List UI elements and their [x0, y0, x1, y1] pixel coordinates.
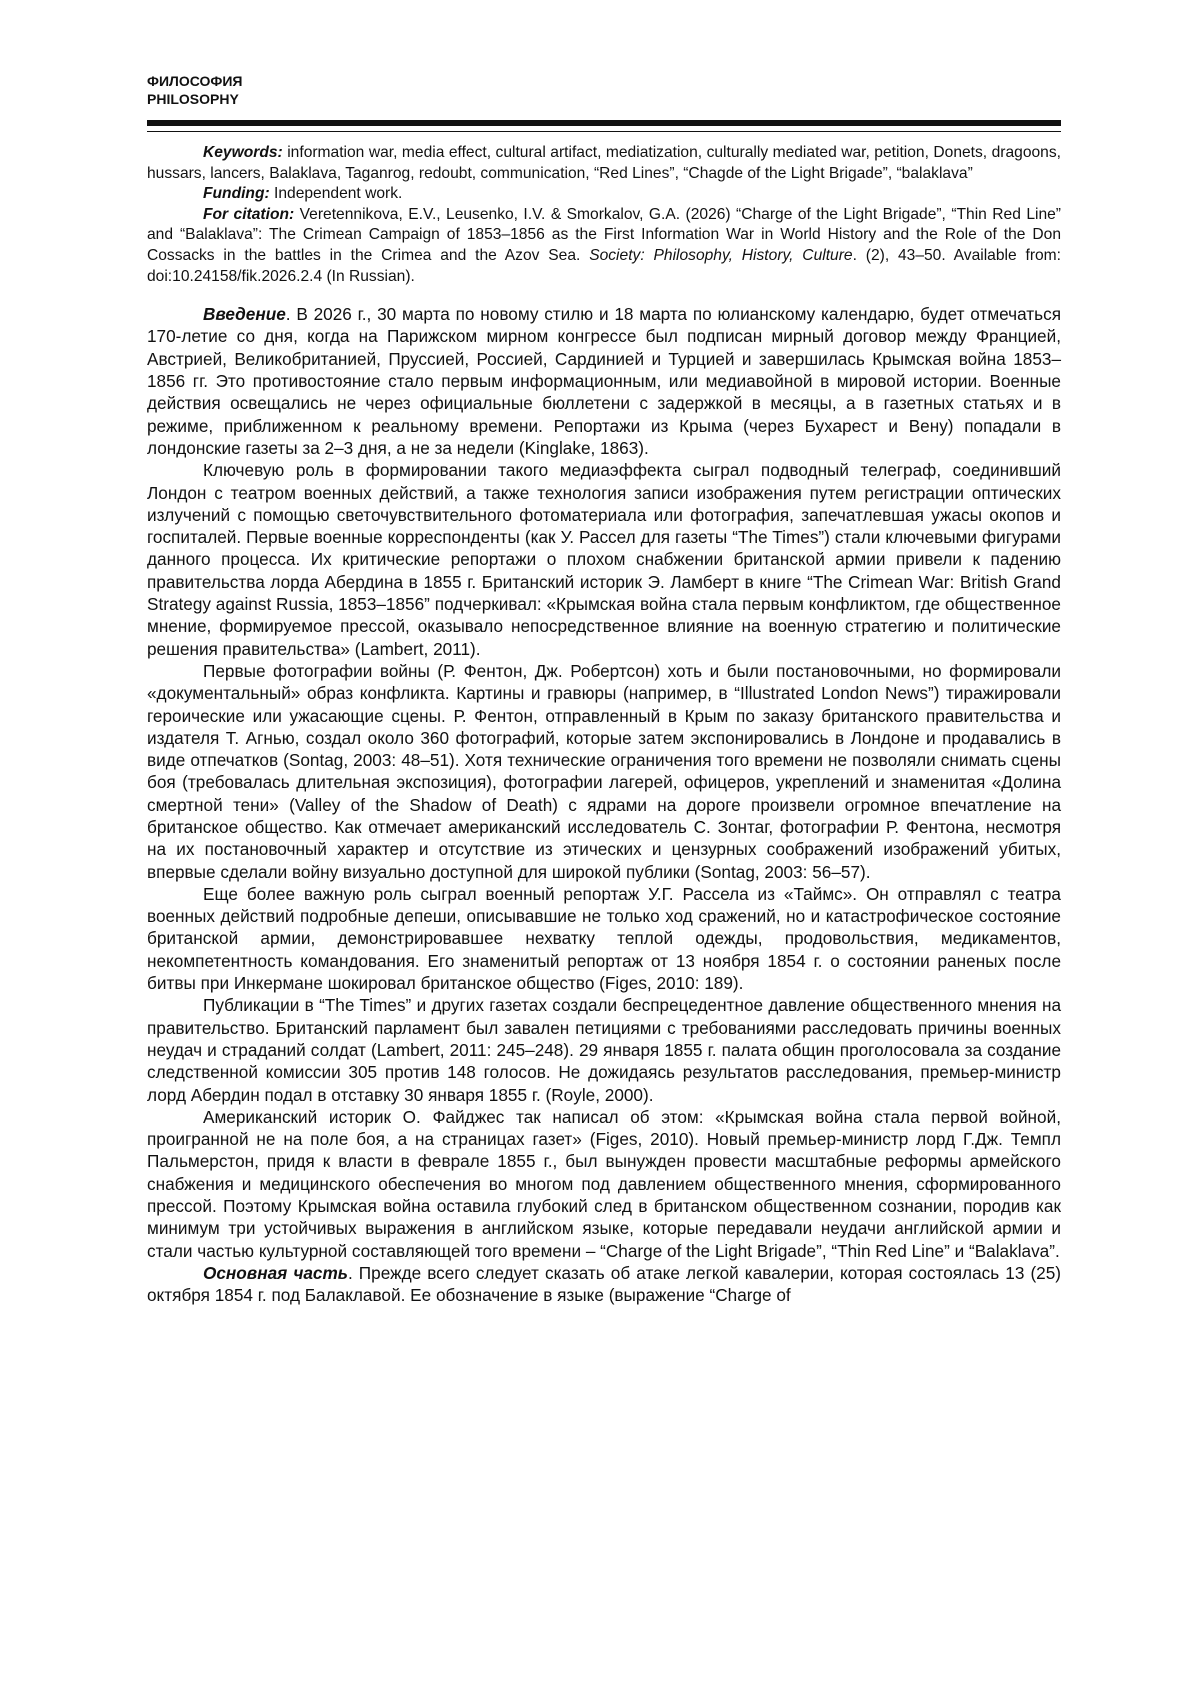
article-metadata [147, 143, 1061, 287]
citation-tail: . (2), 43–50. Available from: doi:10.24158/fik.2026.2.4 (In Russian). [147, 246, 1062, 285]
paragraph-6: Американский историк О. Файджес так написал об этом: «Крымская война стала первой войной, проигранной не на поле боя, а на страницах газет» (Figes, 2010). Новый премьер-министр лорд Г.Дж. Темпл Пальмерстон, придя к власти в феврале 1855 г., был вынужден провести масштабные реформы армейского снабжения и медицинского обеспечения во многом под давлением общественного мнения, сформированного прессой. Поэтому Крымская война оставила глубокий след в британском общественном сознании, породив как минимум три устойчивых выражения в английском языке, которые передавали неудачи английской армии и стали частью культурной составляющей того времени – “Charge of the Light Brigade”, “Thin Red Line” и “Balaklava”. [147, 1106, 1061, 1261]
section-title-ru: ФИЛОСОФИЯ [147, 73, 243, 89]
keywords-paragraph [147, 143, 1061, 184]
paragraph-2: Ключевую роль в формировании такого медиаэффекта сыграл подводный телеграф, соединивший Лондон с театром военных действий, а также технология записи изображения путем регистрации оптических излучений с помощью светочувствительного фотоматериала или фотография, запечатлевшая ужасы окопов и госпиталей. Первые военные корреспонденты (как У. Рассел для газеты “The Times”) стали ключевыми фигурами данного процесса. Их критические репортажи о плохом снабжении британской армии привели к падению правительства лорда Абердина в 1855 г. Британский историк Э. Ламберт в книге “The Crimean War: British Grand Strategy against Russia, 1853–1856” подчеркивал: «Крымская война стала первым конфликтом, где общественное мнение, формируемое прессой, оказывало непосредственное влияние на военную стратегию и политические решения правительства» (Lambert, 2011). [147, 460, 1061, 659]
page-content [147, 143, 1061, 1307]
citation-label: For citation: [203, 205, 295, 223]
main-label: Основная часть [203, 1262, 348, 1283]
citation-paragraph [147, 205, 1061, 287]
paragraph-5: Публикации в “The Times” и других газетах создали беспрецедентное давление общественного мнения на правительство. Британский парламент был завален петициями с требованиями расследовать причины военных неудач и страданий солдат (Lambert, 2011: 245–248). 29 января 1855 г. палата общин проголосовала за создание следственной комиссии 305 против 148 голосов. Не дожидаясь результатов расследования, премьер-министр лорд Абердин подал в отставку 30 января 1855 г. (Royle, 2000). [147, 995, 1061, 1105]
citation-text: Veretennikova, E.V., Leusenko, I.V. & Smorkalov, G.A. (2026) “Charge of the Light Brigade”, “Thin Red Line” and “Balaklava”: The Crimean Campaign of 1853–1856 as the First Information War in World History and the Role of the Don Cossacks in the battles in the Crimea and the Azov Sea. [147, 205, 1061, 264]
funding-paragraph [147, 184, 1061, 205]
paragraph-3: Первые фотографии войны (Р. Фентон, Дж. Робертсон) хоть и были постановочными, но формировали «документальный» образ конфликта. Картины и гравюры (например, в “Illustrated London News”) тиражировали героические или ужасающие сцены. Р. Фентон, отправленный в Крым по заказу британского правительства и издателя Т. Агнью, создал около 360 фотографий, которые затем экспонировались в Лондоне и продавались в виде отпечатков (Sontag, 2003: 48–51). Хотя технические ограничения того времени не позволяли снимать сцены боя (требовалась длительная экспозиция), фотографии лагерей, офицеров, укреплений и знаменитая «Долина смертной тени» (Valley of the Shadow of Death) с ядрами на дороге произвели огромное впечатление на британское общество. Как отмечает американский исследователь С. Зонтаг, фотографии Р. Фентона, несмотря на их постановочный характер и отсутствие из этических и цензурных соображений изображений убитых, впервые сделали войну визуально доступной для широкой публики (Sontag, 2003: 56–57). [147, 660, 1061, 882]
section-title-en: PHILOSOPHY [147, 91, 239, 107]
header-rule-thin [147, 131, 1061, 132]
intro-label: Введение [203, 304, 286, 325]
paragraph-intro [147, 303, 1061, 459]
header-rule-thick [147, 120, 1061, 126]
paragraph-main [147, 1262, 1061, 1307]
funding-label: Funding: [203, 185, 270, 203]
article-body [147, 303, 1061, 1306]
citation-journal: Society: Philosophy, History, Culture [589, 246, 853, 264]
keywords-label: Keywords: [203, 144, 283, 161]
funding-text: Independent work. [274, 185, 403, 203]
main-text: . Прежде всего следует сказать об атаке легкой кавалерии, которая состоялась 13 (25) октября 1854 г. под Балаклавой. Ее обозначение в языке (выражение “Charge of [147, 1262, 1062, 1306]
keywords-text: information war, media effect, cultural artifact, mediatization, culturally mediated war, petition, Donets, dragoons, hussars, lancers, Balaklava, Taganrog, redoubt, communication, “Red Lines”, “Chagde of the Light Brigade”, “balaklava” [147, 144, 1061, 182]
intro-text: . В 2026 г., 30 марта по новому стилю и 18 марта по юлианскому календарю, будет отмечаться 170-летие со дня, когда на Парижском мирном конгрессе был подписан мирный договор между Францией, Австрией, Великобританией, Пруссией, Россией, Сардинией и Турцией и завершилась Крымская война 1853–1856 гг. Это противостояние стало первым информационным, или медиавойной в мировой истории. Военные действия освещались не через официальные бюллетени с задержкой в месяцы, а в газетных статьях и в режиме, приближенном к реальному времени. Репортажи из Крыма (через Бухарест и Вену) попадали в лондонские газеты за 2–3 дня, а не за недели (Kinglake, 1863). [147, 304, 1061, 458]
paragraph-4: Еще более важную роль сыграл военный репортаж У.Г. Рассела из «Таймс». Он отправлял с театра военных действий подробные депеши, описывавшие не только ход сражений, но и катастрофическое состояние британской армии, демонстрировавшее нехватку теплой одежды, продовольствия, медикаментов, некомпетентность командования. Его знаменитый репортаж от 13 ноября 1854 г. о состоянии раненых после битвы при Инкермане шокировал британское общество (Figes, 2010: 189). [147, 883, 1061, 994]
running-header [147, 72, 242, 108]
